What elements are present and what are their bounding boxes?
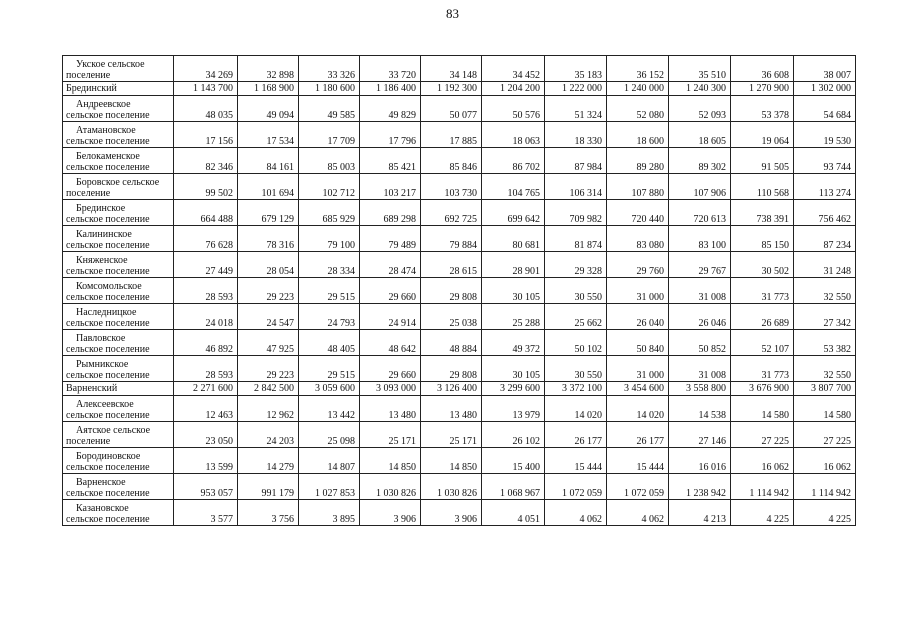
value-cell: 18 330 xyxy=(545,122,607,148)
value-cell: 14 020 xyxy=(545,396,607,422)
row-name-cell xyxy=(63,122,174,148)
value-cell: 52 080 xyxy=(607,96,669,122)
value-cell: 31 008 xyxy=(669,278,731,304)
row-name-cell xyxy=(63,448,174,474)
value-cell: 692 725 xyxy=(421,200,482,226)
value-cell: 49 094 xyxy=(238,96,299,122)
value-cell: 27 449 xyxy=(174,252,238,278)
value-cell: 110 568 xyxy=(731,174,794,200)
value-cell: 720 440 xyxy=(607,200,669,226)
value-cell: 38 007 xyxy=(794,56,856,82)
value-cell: 4 062 xyxy=(545,500,607,526)
value-cell: 29 515 xyxy=(299,278,360,304)
value-cell: 29 808 xyxy=(421,356,482,382)
row-name-cell xyxy=(63,422,174,448)
value-cell: 3 059 600 xyxy=(299,382,360,396)
value-cell: 14 807 xyxy=(299,448,360,474)
value-cell: 1 180 600 xyxy=(299,82,360,96)
row-name-cell xyxy=(63,500,174,526)
value-cell: 27 225 xyxy=(794,422,856,448)
value-cell: 52 107 xyxy=(731,330,794,356)
row-name-cell xyxy=(63,148,174,174)
value-cell: 35 183 xyxy=(545,56,607,82)
row-name-line2: сельское поселение xyxy=(66,240,150,251)
value-cell: 1 238 942 xyxy=(669,474,731,500)
value-cell: 30 550 xyxy=(545,278,607,304)
value-cell: 113 274 xyxy=(794,174,856,200)
value-cell: 1 302 000 xyxy=(794,82,856,96)
value-cell: 1 114 942 xyxy=(731,474,794,500)
value-cell: 107 880 xyxy=(607,174,669,200)
value-cell: 34 148 xyxy=(421,56,482,82)
value-cell: 4 225 xyxy=(731,500,794,526)
table-row xyxy=(63,56,856,82)
value-cell: 85 150 xyxy=(731,226,794,252)
value-cell: 16 016 xyxy=(669,448,731,474)
value-cell: 103 217 xyxy=(360,174,421,200)
value-cell: 991 179 xyxy=(238,474,299,500)
value-cell: 87 234 xyxy=(794,226,856,252)
value-cell: 16 062 xyxy=(731,448,794,474)
row-name-line1: Комсомольское xyxy=(76,281,142,292)
value-cell: 3 807 700 xyxy=(794,382,856,396)
value-cell: 79 100 xyxy=(299,226,360,252)
value-cell: 19 530 xyxy=(794,122,856,148)
value-cell: 30 105 xyxy=(482,278,545,304)
row-name-line2: сельское поселение xyxy=(66,370,150,381)
value-cell: 13 599 xyxy=(174,448,238,474)
value-cell: 28 474 xyxy=(360,252,421,278)
value-cell: 48 405 xyxy=(299,330,360,356)
value-cell: 31 248 xyxy=(794,252,856,278)
value-cell: 709 982 xyxy=(545,200,607,226)
table-row xyxy=(63,278,856,304)
value-cell: 14 020 xyxy=(607,396,669,422)
value-cell: 89 280 xyxy=(607,148,669,174)
value-cell: 953 057 xyxy=(174,474,238,500)
row-name-line2: поселение xyxy=(66,70,111,81)
value-cell: 1 186 400 xyxy=(360,82,421,96)
value-cell: 83 080 xyxy=(607,226,669,252)
row-name-cell xyxy=(63,226,174,252)
value-cell: 13 442 xyxy=(299,396,360,422)
row-name-line1: Укское сельское xyxy=(76,59,145,70)
table-row xyxy=(63,148,856,174)
value-cell: 1 222 000 xyxy=(545,82,607,96)
value-cell: 4 213 xyxy=(669,500,731,526)
value-cell: 107 906 xyxy=(669,174,731,200)
value-cell: 104 765 xyxy=(482,174,545,200)
value-cell: 31 000 xyxy=(607,278,669,304)
table-row xyxy=(63,122,856,148)
value-cell: 17 709 xyxy=(299,122,360,148)
value-cell: 1 030 826 xyxy=(421,474,482,500)
value-cell: 18 605 xyxy=(669,122,731,148)
value-cell: 25 038 xyxy=(421,304,482,330)
table-row xyxy=(63,500,856,526)
value-cell: 1 240 300 xyxy=(669,82,731,96)
row-name-line1: Аятское сельское xyxy=(76,425,151,436)
value-cell: 48 642 xyxy=(360,330,421,356)
value-cell: 31 000 xyxy=(607,356,669,382)
value-cell: 14 580 xyxy=(731,396,794,422)
table-row xyxy=(63,200,856,226)
value-cell: 93 744 xyxy=(794,148,856,174)
value-cell: 26 040 xyxy=(607,304,669,330)
value-cell: 29 808 xyxy=(421,278,482,304)
value-cell: 3 906 xyxy=(360,500,421,526)
value-cell: 720 613 xyxy=(669,200,731,226)
value-cell: 15 444 xyxy=(607,448,669,474)
row-name-line2: сельское поселение xyxy=(66,162,150,173)
value-cell: 46 892 xyxy=(174,330,238,356)
value-cell: 50 576 xyxy=(482,96,545,122)
row-name-line2: сельское поселение xyxy=(66,344,150,355)
value-cell: 26 177 xyxy=(545,422,607,448)
value-cell: 31 773 xyxy=(731,356,794,382)
row-name-cell xyxy=(63,382,174,396)
value-cell: 24 914 xyxy=(360,304,421,330)
table-row xyxy=(63,252,856,278)
value-cell: 3 454 600 xyxy=(607,382,669,396)
value-cell: 14 850 xyxy=(360,448,421,474)
value-cell: 24 793 xyxy=(299,304,360,330)
row-name-line2: сельское поселение xyxy=(66,136,150,147)
row-name-line1: Брединский xyxy=(66,83,117,94)
value-cell: 1 192 300 xyxy=(421,82,482,96)
value-cell: 85 003 xyxy=(299,148,360,174)
value-cell: 1 204 200 xyxy=(482,82,545,96)
value-cell: 1 072 059 xyxy=(607,474,669,500)
value-cell: 99 502 xyxy=(174,174,238,200)
value-cell: 4 062 xyxy=(607,500,669,526)
value-cell: 34 452 xyxy=(482,56,545,82)
row-name-cell xyxy=(63,96,174,122)
value-cell: 13 480 xyxy=(421,396,482,422)
value-cell: 51 324 xyxy=(545,96,607,122)
value-cell: 29 660 xyxy=(360,356,421,382)
value-cell: 28 334 xyxy=(299,252,360,278)
value-cell: 82 346 xyxy=(174,148,238,174)
value-cell: 18 063 xyxy=(482,122,545,148)
value-cell: 30 105 xyxy=(482,356,545,382)
value-cell: 17 885 xyxy=(421,122,482,148)
value-cell: 29 760 xyxy=(607,252,669,278)
value-cell: 36 608 xyxy=(731,56,794,82)
value-cell: 25 171 xyxy=(421,422,482,448)
value-cell: 19 064 xyxy=(731,122,794,148)
value-cell: 689 298 xyxy=(360,200,421,226)
value-cell: 103 730 xyxy=(421,174,482,200)
value-cell: 13 979 xyxy=(482,396,545,422)
table-row xyxy=(63,82,856,96)
municipal-data-table xyxy=(62,55,856,526)
table-row xyxy=(63,474,856,500)
value-cell: 3 126 400 xyxy=(421,382,482,396)
value-cell: 91 505 xyxy=(731,148,794,174)
row-name-line1: Андреевское xyxy=(76,99,131,110)
value-cell: 4 225 xyxy=(794,500,856,526)
value-cell: 12 463 xyxy=(174,396,238,422)
row-name-cell xyxy=(63,304,174,330)
value-cell: 24 018 xyxy=(174,304,238,330)
row-name-line2: поселение xyxy=(66,436,111,447)
page-number: 83 xyxy=(446,6,459,21)
table-row xyxy=(63,304,856,330)
value-cell: 85 421 xyxy=(360,148,421,174)
row-name-line1: Алексеевское xyxy=(76,399,134,410)
value-cell: 79 489 xyxy=(360,226,421,252)
value-cell: 15 444 xyxy=(545,448,607,474)
value-cell: 53 382 xyxy=(794,330,856,356)
value-cell: 3 558 800 xyxy=(669,382,731,396)
value-cell: 1 072 059 xyxy=(545,474,607,500)
value-cell: 17 156 xyxy=(174,122,238,148)
value-cell: 27 146 xyxy=(669,422,731,448)
value-cell: 1 027 853 xyxy=(299,474,360,500)
value-cell: 28 615 xyxy=(421,252,482,278)
value-cell: 86 702 xyxy=(482,148,545,174)
value-cell: 1 143 700 xyxy=(174,82,238,96)
value-cell: 3 299 600 xyxy=(482,382,545,396)
value-cell: 101 694 xyxy=(238,174,299,200)
table-row xyxy=(63,422,856,448)
value-cell: 29 223 xyxy=(238,356,299,382)
value-cell: 26 102 xyxy=(482,422,545,448)
value-cell: 3 372 100 xyxy=(545,382,607,396)
value-cell: 30 502 xyxy=(731,252,794,278)
value-cell: 738 391 xyxy=(731,200,794,226)
value-cell: 4 051 xyxy=(482,500,545,526)
value-cell: 23 050 xyxy=(174,422,238,448)
value-cell: 1 030 826 xyxy=(360,474,421,500)
value-cell: 3 756 xyxy=(238,500,299,526)
table-row xyxy=(63,174,856,200)
value-cell: 3 895 xyxy=(299,500,360,526)
value-cell: 17 796 xyxy=(360,122,421,148)
value-cell: 2 271 600 xyxy=(174,382,238,396)
row-name-line1: Казановское xyxy=(76,503,129,514)
value-cell: 50 840 xyxy=(607,330,669,356)
value-cell: 28 593 xyxy=(174,278,238,304)
row-name-line1: Варненское xyxy=(76,477,126,488)
value-cell: 31 008 xyxy=(669,356,731,382)
row-name-cell xyxy=(63,200,174,226)
value-cell: 30 550 xyxy=(545,356,607,382)
value-cell: 102 712 xyxy=(299,174,360,200)
row-name-cell xyxy=(63,56,174,82)
row-name-line1: Белокаменское xyxy=(76,151,140,162)
value-cell: 50 852 xyxy=(669,330,731,356)
value-cell: 17 534 xyxy=(238,122,299,148)
value-cell: 1 114 942 xyxy=(794,474,856,500)
table-row xyxy=(63,448,856,474)
value-cell: 28 054 xyxy=(238,252,299,278)
value-cell: 49 829 xyxy=(360,96,421,122)
row-name-cell xyxy=(63,278,174,304)
value-cell: 106 314 xyxy=(545,174,607,200)
table-body xyxy=(63,56,856,526)
row-name-line2: сельское поселение xyxy=(66,110,150,121)
value-cell: 25 288 xyxy=(482,304,545,330)
row-name-cell xyxy=(63,396,174,422)
row-name-cell xyxy=(63,82,174,96)
value-cell: 25 098 xyxy=(299,422,360,448)
value-cell: 84 161 xyxy=(238,148,299,174)
value-cell: 35 510 xyxy=(669,56,731,82)
value-cell: 25 171 xyxy=(360,422,421,448)
value-cell: 28 901 xyxy=(482,252,545,278)
value-cell: 79 884 xyxy=(421,226,482,252)
row-name-cell xyxy=(63,252,174,278)
row-name-cell xyxy=(63,330,174,356)
value-cell: 29 223 xyxy=(238,278,299,304)
value-cell: 81 874 xyxy=(545,226,607,252)
value-cell: 80 681 xyxy=(482,226,545,252)
value-cell: 1 270 900 xyxy=(731,82,794,96)
value-cell: 3 676 900 xyxy=(731,382,794,396)
value-cell: 89 302 xyxy=(669,148,731,174)
row-name-cell xyxy=(63,174,174,200)
value-cell: 78 316 xyxy=(238,226,299,252)
value-cell: 32 550 xyxy=(794,356,856,382)
value-cell: 87 984 xyxy=(545,148,607,174)
value-cell: 664 488 xyxy=(174,200,238,226)
value-cell: 54 684 xyxy=(794,96,856,122)
value-cell: 2 842 500 xyxy=(238,382,299,396)
row-name-line1: Атамановское xyxy=(76,125,136,136)
value-cell: 48 884 xyxy=(421,330,482,356)
value-cell: 685 929 xyxy=(299,200,360,226)
row-name-line1: Рымникское xyxy=(76,359,129,370)
row-name-line2: сельское поселение xyxy=(66,292,150,303)
value-cell: 16 062 xyxy=(794,448,856,474)
value-cell: 53 378 xyxy=(731,96,794,122)
value-cell: 52 093 xyxy=(669,96,731,122)
value-cell: 26 046 xyxy=(669,304,731,330)
table-row xyxy=(63,330,856,356)
row-name-cell xyxy=(63,356,174,382)
row-name-line1: Боровское сельское xyxy=(76,177,160,188)
row-name-line1: Варненский xyxy=(66,383,118,394)
value-cell: 33 326 xyxy=(299,56,360,82)
value-cell: 50 077 xyxy=(421,96,482,122)
value-cell: 83 100 xyxy=(669,226,731,252)
value-cell: 15 400 xyxy=(482,448,545,474)
value-cell: 32 550 xyxy=(794,278,856,304)
value-cell: 26 689 xyxy=(731,304,794,330)
row-name-line1: Брединское xyxy=(76,203,126,214)
value-cell: 26 177 xyxy=(607,422,669,448)
row-name-line2: сельское поселение xyxy=(66,214,150,225)
value-cell: 50 102 xyxy=(545,330,607,356)
value-cell: 3 906 xyxy=(421,500,482,526)
value-cell: 24 547 xyxy=(238,304,299,330)
value-cell: 679 129 xyxy=(238,200,299,226)
row-name-line2: сельское поселение xyxy=(66,318,150,329)
value-cell: 14 279 xyxy=(238,448,299,474)
row-name-line1: Княженское xyxy=(76,255,128,266)
value-cell: 27 342 xyxy=(794,304,856,330)
value-cell: 12 962 xyxy=(238,396,299,422)
value-cell: 699 642 xyxy=(482,200,545,226)
value-cell: 32 898 xyxy=(238,56,299,82)
value-cell: 49 585 xyxy=(299,96,360,122)
row-name-line1: Наследницкое xyxy=(76,307,137,318)
value-cell: 1 168 900 xyxy=(238,82,299,96)
row-name-line2: поселение xyxy=(66,188,111,199)
row-name-line2: сельское поселение xyxy=(66,488,150,499)
value-cell: 31 773 xyxy=(731,278,794,304)
value-cell: 85 846 xyxy=(421,148,482,174)
value-cell: 27 225 xyxy=(731,422,794,448)
value-cell: 1 068 967 xyxy=(482,474,545,500)
table-row xyxy=(63,382,856,396)
value-cell: 1 240 000 xyxy=(607,82,669,96)
value-cell: 49 372 xyxy=(482,330,545,356)
value-cell: 18 600 xyxy=(607,122,669,148)
value-cell: 28 593 xyxy=(174,356,238,382)
row-name-line1: Павловское xyxy=(76,333,126,344)
value-cell: 756 462 xyxy=(794,200,856,226)
row-name-line1: Бородиновское xyxy=(76,451,141,462)
value-cell: 14 538 xyxy=(669,396,731,422)
value-cell: 29 515 xyxy=(299,356,360,382)
value-cell: 29 767 xyxy=(669,252,731,278)
value-cell: 36 152 xyxy=(607,56,669,82)
table-row xyxy=(63,396,856,422)
table-row xyxy=(63,96,856,122)
value-cell: 48 035 xyxy=(174,96,238,122)
value-cell: 24 203 xyxy=(238,422,299,448)
row-name-line2: сельское поселение xyxy=(66,266,150,277)
value-cell: 29 660 xyxy=(360,278,421,304)
value-cell: 25 662 xyxy=(545,304,607,330)
value-cell: 33 720 xyxy=(360,56,421,82)
value-cell: 29 328 xyxy=(545,252,607,278)
value-cell: 3 093 000 xyxy=(360,382,421,396)
value-cell: 47 925 xyxy=(238,330,299,356)
row-name-line2: сельское поселение xyxy=(66,514,150,525)
value-cell: 14 580 xyxy=(794,396,856,422)
value-cell: 76 628 xyxy=(174,226,238,252)
value-cell: 34 269 xyxy=(174,56,238,82)
table-row xyxy=(63,356,856,382)
value-cell: 13 480 xyxy=(360,396,421,422)
row-name-cell xyxy=(63,474,174,500)
table-row xyxy=(63,226,856,252)
value-cell: 3 577 xyxy=(174,500,238,526)
row-name-line2: сельское поселение xyxy=(66,410,150,421)
value-cell: 14 850 xyxy=(421,448,482,474)
row-name-line2: сельское поселение xyxy=(66,462,150,473)
row-name-line1: Калининское xyxy=(76,229,132,240)
